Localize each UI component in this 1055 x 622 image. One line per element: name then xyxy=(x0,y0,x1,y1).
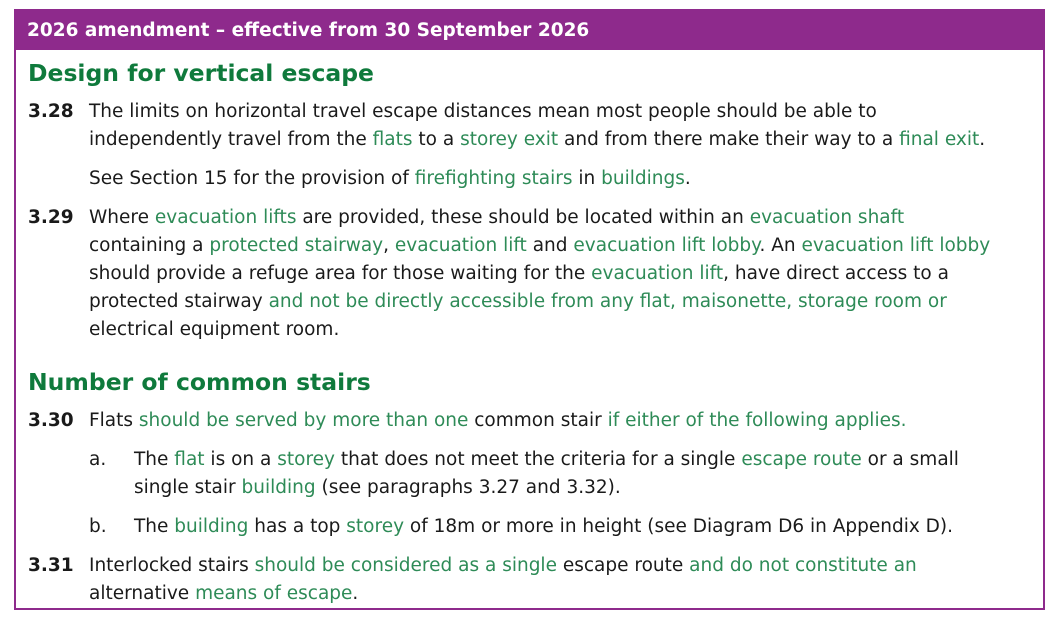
body-text: in xyxy=(572,168,602,189)
body-text: independently travel from the xyxy=(89,129,373,150)
section-heading-vertical-escape: Design for vertical escape xyxy=(28,59,374,87)
body-text: to a xyxy=(412,129,461,150)
body-text: are provided, these should be located within an xyxy=(296,207,750,228)
defined-term-link[interactable]: flat xyxy=(174,449,205,470)
body-text: The xyxy=(134,449,175,470)
defined-term-link[interactable]: if either of the following applies. xyxy=(601,410,907,431)
paragraph-line xyxy=(89,98,877,126)
list-item-line xyxy=(134,446,959,474)
body-text: electrical equipment room. xyxy=(89,319,340,340)
paragraph-number: 3.30 xyxy=(28,410,74,431)
defined-term-link[interactable]: final exit xyxy=(899,129,980,150)
paragraph-number: 3.31 xyxy=(28,555,74,576)
amendment-box xyxy=(14,9,1045,610)
defined-term-link[interactable]: should be considered as a single xyxy=(248,555,563,576)
list-item-line xyxy=(134,513,953,541)
paragraph-line xyxy=(89,407,907,435)
defined-term-link[interactable]: firefighting stairs xyxy=(414,168,573,189)
body-text: common stair xyxy=(474,410,602,431)
defined-term-link[interactable]: and do not constitute an xyxy=(683,555,917,576)
body-text: has a top xyxy=(248,516,347,537)
body-text: The limits on horizontal travel escape distances mean most people should be able to xyxy=(89,101,877,122)
body-text: . An xyxy=(759,235,802,256)
defined-term-link[interactable]: should be served by more than one xyxy=(133,410,475,431)
body-text: Interlocked stairs xyxy=(89,555,249,576)
amendment-banner: 2026 amendment – effective from 30 September 2026 xyxy=(16,11,1043,50)
paragraph-line xyxy=(89,126,985,154)
body-text: Where xyxy=(89,207,155,228)
defined-term-link[interactable]: evacuation lift lobby xyxy=(801,235,991,256)
body-text: is on a xyxy=(204,449,278,470)
paragraph-line xyxy=(89,204,904,232)
body-text: , xyxy=(383,235,395,256)
paragraph-line xyxy=(89,316,339,344)
paragraph-number: 3.28 xyxy=(28,101,74,122)
paragraph-line xyxy=(89,260,949,288)
body-text: and from there make their way to a xyxy=(558,129,900,150)
defined-term-link[interactable]: escape route xyxy=(741,449,862,470)
paragraph-number: 3.29 xyxy=(28,207,74,228)
body-text: that does not meet the criteria for a single xyxy=(334,449,742,470)
paragraph-line xyxy=(89,580,358,608)
body-text: , have direct access to a xyxy=(723,263,949,284)
defined-term-link[interactable]: storey xyxy=(277,449,335,470)
defined-term-link[interactable]: building xyxy=(241,477,316,498)
list-item-line xyxy=(134,474,621,502)
defined-term-link[interactable]: means of escape xyxy=(195,583,353,604)
defined-term-link[interactable]: evacuation lift xyxy=(394,235,527,256)
body-text: of 18m or more in height (see Diagram D6 in Appendix D). xyxy=(404,516,954,537)
body-text: and xyxy=(526,235,574,256)
body-text: (see paragraphs 3.27 and 3.32). xyxy=(315,477,621,498)
defined-term-link[interactable]: evacuation shaft xyxy=(749,207,905,228)
body-text: single stair xyxy=(134,477,242,498)
defined-term-link[interactable]: storey xyxy=(346,516,405,537)
body-text: . xyxy=(684,168,691,189)
body-text: protected stairway xyxy=(89,291,263,312)
list-marker: a. xyxy=(89,449,107,470)
defined-term-link[interactable]: evacuation lift lobby xyxy=(573,235,760,256)
list-marker: b. xyxy=(89,516,107,537)
body-text: containing a xyxy=(89,235,210,256)
section-heading-common-stairs: Number of common stairs xyxy=(28,368,371,396)
defined-term-link[interactable]: buildings xyxy=(601,168,685,189)
paragraph-line xyxy=(89,552,917,580)
body-text: . xyxy=(352,583,359,604)
body-text: escape route xyxy=(562,555,684,576)
body-text: See Section 15 for the provision of xyxy=(89,168,415,189)
defined-term-link[interactable]: storey exit xyxy=(460,129,559,150)
body-text: Flats xyxy=(89,410,134,431)
defined-term-link[interactable]: evacuation lifts xyxy=(154,207,297,228)
defined-term-link[interactable]: evacuation lift xyxy=(591,263,724,284)
paragraph-line xyxy=(89,288,947,316)
body-text: or a small xyxy=(861,449,959,470)
paragraph-line xyxy=(89,165,691,193)
body-text: . xyxy=(979,129,986,150)
defined-term-link[interactable]: flats xyxy=(372,129,413,150)
defined-term-link[interactable]: and not be directly accessible from any flat, maisonette, storage room or xyxy=(262,291,947,312)
body-text: The xyxy=(134,516,175,537)
defined-term-link[interactable]: building xyxy=(174,516,249,537)
defined-term-link[interactable]: protected stairway xyxy=(209,235,384,256)
body-text: alternative xyxy=(89,583,196,604)
body-text: should provide a refuge area for those waiting for the xyxy=(89,263,592,284)
paragraph-line xyxy=(89,232,990,260)
